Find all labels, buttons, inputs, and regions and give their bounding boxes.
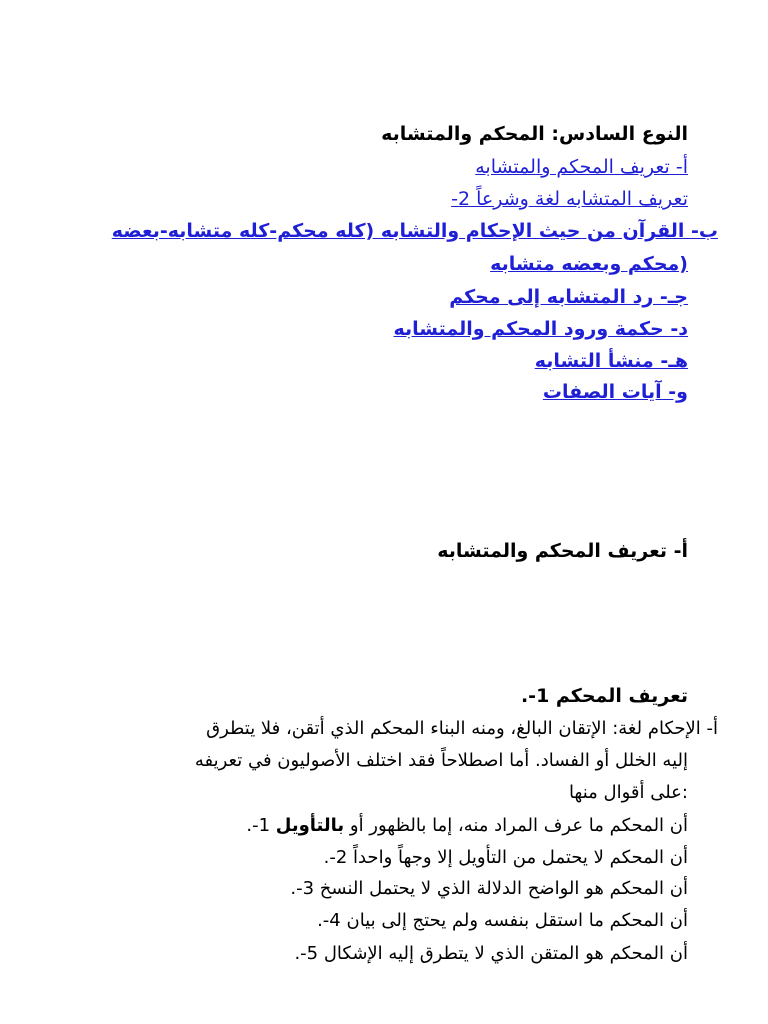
definition-1 [246, 814, 688, 838]
paragraph-line-2: إليه الخلل أو الفساد. أما اصطلاحاً فقد اختلف الأصوليون في تعريفه [194, 750, 688, 771]
toc-item-quran-ihkam[interactable]: ب- القرآن من حيث الإحكام والتشابه (كله محكم-كله متشابه-بعضه [111, 220, 718, 242]
definition-4: أن المحكم ما استقل بنفسه ولم يحتج إلى بيان 4-. [317, 910, 688, 931]
definition-1-suffix: 1-. [246, 815, 276, 836]
subsection-title: تعريف المحكم 1-. [520, 685, 688, 707]
paragraph-line-3: :على أقوال منها [568, 782, 688, 803]
toc-item-hikma[interactable]: د- حكمة ورود المحكم والمتشابه [393, 318, 688, 340]
definition-1-bold: بالتأويل [275, 815, 345, 836]
toc-item-radd-mutashabih[interactable]: جـ- رد المتشابه إلى محكم [449, 286, 688, 308]
toc-item-definition[interactable]: أ- تعريف المحكم والمتشابه [475, 156, 688, 178]
toc-item-ayat-sifat[interactable]: و- آيات الصفات [542, 381, 688, 403]
section-title: أ- تعريف المحكم والمتشابه [437, 540, 688, 562]
definition-2: أن المحكم لا يحتمل من التأويل إلا وجهاً واحداً 2-. [323, 847, 688, 868]
definition-1-prefix: أن المحكم ما عرف المراد منه، إما بالظهور أو [344, 815, 688, 836]
toc-item-mansha[interactable]: هـ- منشأ التشابه [534, 350, 688, 372]
toc-item-quran-ihkam-cont[interactable]: (محكم وبعضه متشابه [490, 253, 688, 275]
toc-item-mutashabih-definition[interactable]: تعريف المتشابه لغة وشرعاً 2- [451, 188, 688, 210]
definition-3: أن المحكم هو الواضح الدلالة الذي لا يحتمل النسخ 3-. [290, 878, 688, 899]
paragraph-line-1: أ- الإحكام لغة: الإتقان البالغ، ومنه البناء المحكم الذي أتقن، فلا يتطرق [206, 718, 718, 739]
document-heading: النوع السادس: المحكم والمتشابه [381, 123, 688, 145]
definition-5: أن المحكم هو المتقن الذي لا يتطرق إليه الإشكال 5-. [294, 943, 688, 964]
